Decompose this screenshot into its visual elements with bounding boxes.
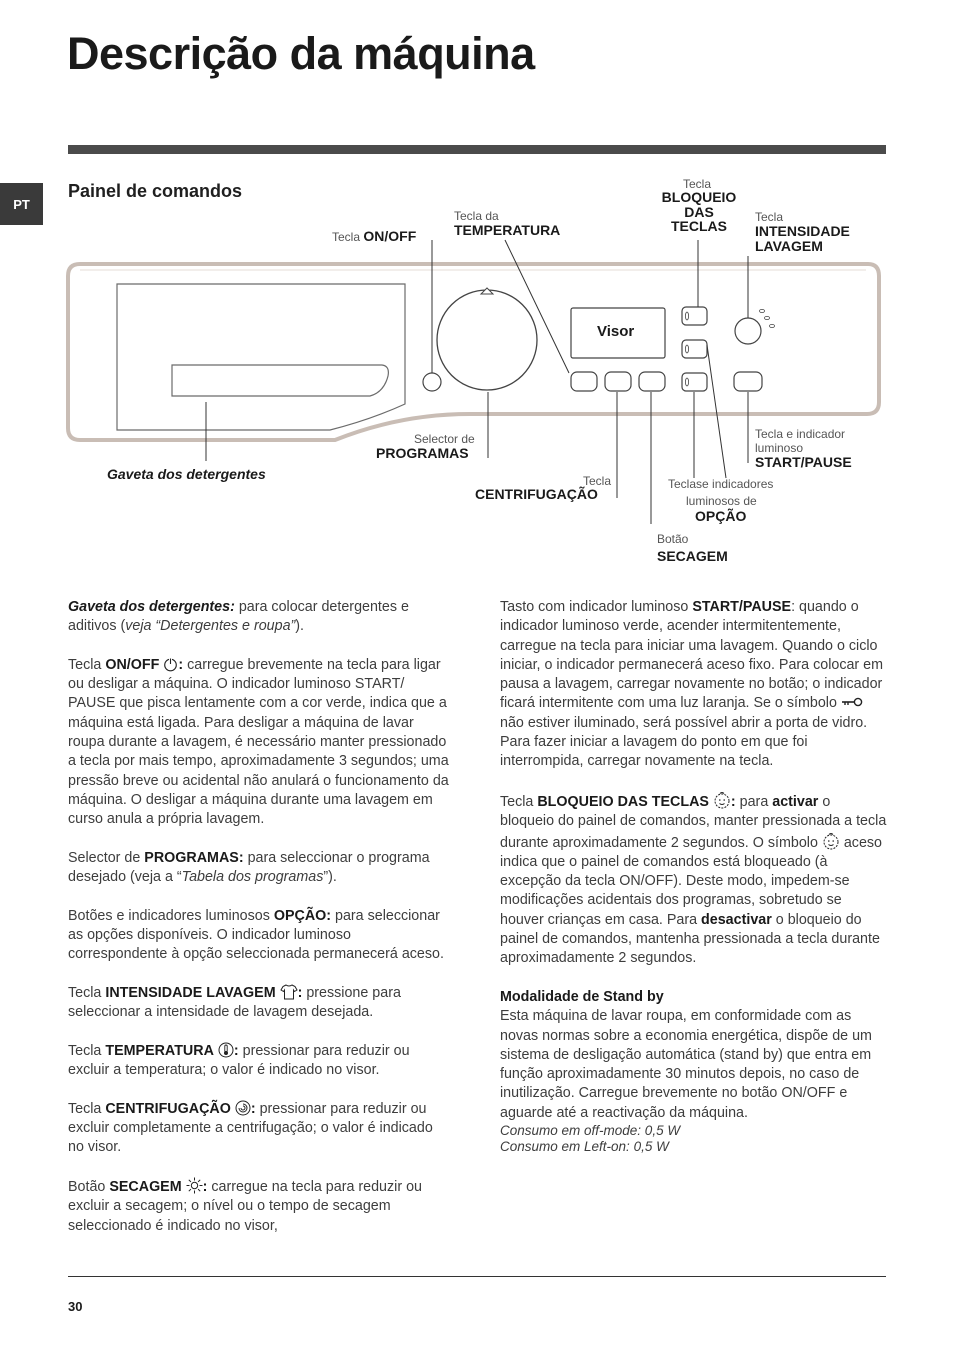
sun-icon	[186, 1177, 203, 1194]
selector-label: PROGRAMAS	[376, 445, 469, 461]
para-start: Tasto com indicador luminoso START/PAUSE: quando o indicador luminoso verde, acender intermitentemente, carregue na tecla para iniciar uma lavagem. Quando o ciclo iniciar, o indicador permanecerá aceso fixo. Para colocar em pausa a lavagem, carregar novamente no botão; o indicador ficará intermitente com uma luz laranja. Se o símbolo não estiver iluminado, será possível abrir a porta de vidro. Para fazer iniciar a lavagem do ponto em que foi interrompida, carregar novamente na tecla.	[500, 599, 884, 770]
start-label: START/PAUSE	[755, 454, 852, 470]
para-drying: Botão SECAGEM : carregue na tecla para reduzir ou excluir a secagem; o nível ou o tempo de secagem seleccionado é indicado no visor,	[68, 1178, 422, 1234]
drying-label: SECAGEM	[657, 548, 728, 564]
para-key-lock: Tecla BLOQUEIO DAS TECLAS : para activar o bloqueio do painel de comandos, manter pressionada a tecla durante aproximadamente 2 segundos. O símbolo aceso indica que o painel de comandos está bloqueado (à excepção da tecla ON/OFF). Deste modo, impedem-se modificações acidentais dos programas, sobretudo se houver crianças em casa. Para desactivar o bloqueio do painel de comandos, mantenha pressionada a tecla durante aproximadamente 2 segundos.	[500, 791, 888, 969]
start-label-small-1: Tecla e indicador	[755, 427, 846, 441]
drawer-label: Gaveta dos detergentes	[107, 466, 266, 482]
drying-button	[639, 372, 665, 391]
child-lock-icon	[822, 832, 840, 850]
para-option: Botões e indicadores luminosos OPÇÃO: para seleccionar as opções disponíveis. O indicador luminoso correspondente à opção seleccionada permanecerá aceso.	[68, 907, 444, 963]
consumption-left-on: Consumo em Left-on: 0,5 W	[500, 1139, 669, 1155]
option-label-small-2: luminosos de	[686, 494, 757, 508]
start-pause-button	[734, 372, 762, 391]
para-intensity: Tecla INTENSIDADE LAVAGEM : pressione para seleccionar a intensidade de lavagem desejada.	[68, 984, 401, 1021]
spin-label: CENTRIFUGAÇÃO	[475, 486, 598, 502]
spin-icon	[235, 1100, 251, 1116]
onoff-button	[423, 373, 441, 391]
onoff-label: Tecla ON/OFF	[332, 228, 417, 244]
power-icon	[163, 657, 178, 672]
page-title: Descrição da máquina	[67, 28, 535, 79]
para-onoff: Tecla ON/OFF : carregue brevemente na tecla para ligar ou desligar a máquina. O indicador luminoso START/ PAUSE que pisca lentamente com a cor verde, indica que a máquina está ligada. Para desligar a máquina de lavar roupa durante a lavagem, é necessário manter pressionado a tecla por mais tempo, aproximadamente 3 segundos; uma pressão breve ou acidental não anulará o funcionamento da máquina. O desligar a máquina durante uma lavagem em curso anula a própria lavagem.	[68, 656, 449, 828]
shirt-icon	[280, 984, 298, 1000]
selector-label-small: Selector de	[414, 432, 475, 446]
display-label: Visor	[597, 323, 635, 340]
footer-rule	[68, 1276, 886, 1277]
standby-title: Modalidade de Stand by	[500, 988, 664, 1005]
child-lock-icon	[713, 791, 731, 809]
spin-label-small: Tecla	[583, 474, 612, 488]
option-label-small-1: Teclase indicadores	[668, 477, 774, 491]
right-column	[500, 598, 888, 1155]
detergent-drawer	[117, 284, 405, 430]
left-column	[68, 598, 452, 1255]
temperature-label: TEMPERATURA	[454, 222, 561, 238]
section-title: Painel de comandos	[68, 181, 243, 201]
key-lock-label-3: TECLAS	[671, 218, 727, 234]
thermometer-icon	[218, 1042, 234, 1058]
intensity-label-1: INTENSIDADE	[755, 223, 850, 239]
key-lock-label-small: Tecla	[683, 177, 712, 191]
option-label: OPÇÃO	[695, 508, 747, 524]
intensity-label-2: LAVAGEM	[755, 238, 823, 254]
para-drawer: Gaveta dos detergentes: para colocar detergentes e aditivos (veja “Detergentes e roupa”).	[68, 599, 409, 635]
control-panel-diagram	[0, 0, 954, 600]
para-programs: Selector de PROGRAMAS: para seleccionar o programa desejado (veja a “Tabela dos programas”).	[68, 849, 430, 886]
program-selector	[437, 290, 537, 390]
temperature-button	[571, 372, 597, 391]
temperature-label-small: Tecla da	[454, 209, 499, 223]
start-label-small-2: luminoso	[755, 441, 804, 455]
page-number: 30	[68, 1299, 83, 1314]
drawer-handle	[172, 365, 388, 396]
para-spin: Tecla CENTRIFUGAÇÃO : pressionar para reduzir ou excluir completamente a centrifugação; o valor é indicado no visor.	[68, 1100, 433, 1156]
intensity-label-small: Tecla	[755, 210, 784, 224]
intensity-button	[735, 318, 761, 344]
consumption-off-mode: Consumo em off-mode: 0,5 W	[500, 1123, 681, 1139]
key-lock-label-1: BLOQUEIO	[661, 189, 737, 205]
key-lock-label-2: DAS	[684, 204, 714, 220]
language-tab: PT	[0, 183, 43, 225]
key-icon	[841, 696, 863, 708]
drying-label-small: Botão	[657, 532, 689, 546]
standby-text: Esta máquina de lavar roupa, em conformidade com as novas normas sobre a economia energética, dispõe de um sistema de desligação automática (stand by) que entra em função aproximadamente 30 minutos depois, no caso de inutilização. Carregue brevemente no botão ON/OFF e aguarde até a reactivação da máquina.	[500, 1008, 872, 1121]
para-standby	[500, 988, 888, 1155]
spin-button	[605, 372, 631, 391]
para-temperature: Tecla TEMPERATURA : pressionar para reduzir ou excluir a temperatura; o valor é indicado no visor.	[68, 1042, 410, 1079]
